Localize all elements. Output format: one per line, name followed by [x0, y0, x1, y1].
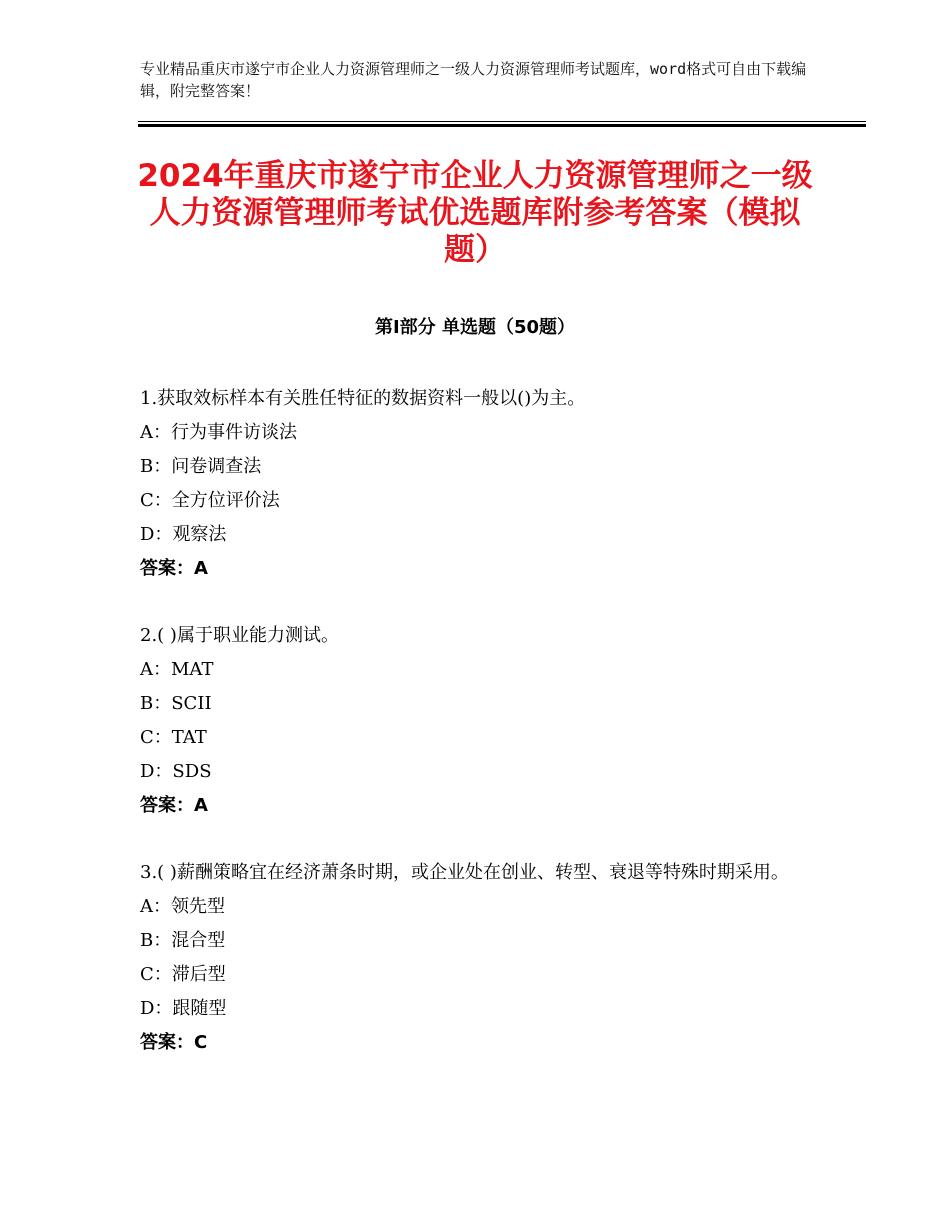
option-c: C：滞后型	[140, 964, 226, 985]
document-title: 2024年重庆市遂宁市企业人力资源管理师之一级人力资源管理师考试优选题库附参考答案（模拟题）	[137, 158, 813, 268]
answer-label: 答案：A	[140, 795, 208, 816]
option-b: B：SCII	[140, 693, 212, 714]
question-stem: 3.( )薪酬策略宜在经济萧条时期，或企业处在创业、转型、衰退等特殊时期采用。	[140, 862, 789, 883]
question-3	[140, 856, 820, 1060]
option-d: D：跟随型	[140, 998, 227, 1019]
question-2	[140, 619, 820, 823]
option-a: A：领先型	[140, 896, 225, 917]
option-c: C：TAT	[140, 727, 207, 748]
option-a: A：行为事件访谈法	[140, 422, 297, 443]
option-a: A：MAT	[140, 659, 214, 680]
question-list	[140, 382, 820, 1093]
answer-label: 答案：C	[140, 1032, 208, 1053]
answer-label: 答案：A	[140, 558, 208, 579]
question-stem: 1.获取效标样本有关胜任特征的数据资料一般以()为主。	[140, 388, 586, 409]
option-b: B：问卷调查法	[140, 456, 262, 477]
option-c: C：全方位评价法	[140, 490, 280, 511]
question-1	[140, 382, 820, 586]
section-heading: 第Ⅰ部分 单选题（50题）	[374, 317, 575, 338]
option-d: D：观察法	[140, 524, 227, 545]
header-rule-thin	[138, 121, 866, 122]
header-note: 专业精品重庆市遂宁市企业人力资源管理师之一级人力资源管理师考试题库，word格式可自由下载编辑，附完整答案！	[140, 60, 807, 100]
option-b: B：混合型	[140, 930, 226, 951]
question-stem: 2.( )属于职业能力测试。	[140, 625, 339, 646]
option-d: D：SDS	[140, 761, 212, 782]
header-rule-thick	[138, 124, 866, 127]
